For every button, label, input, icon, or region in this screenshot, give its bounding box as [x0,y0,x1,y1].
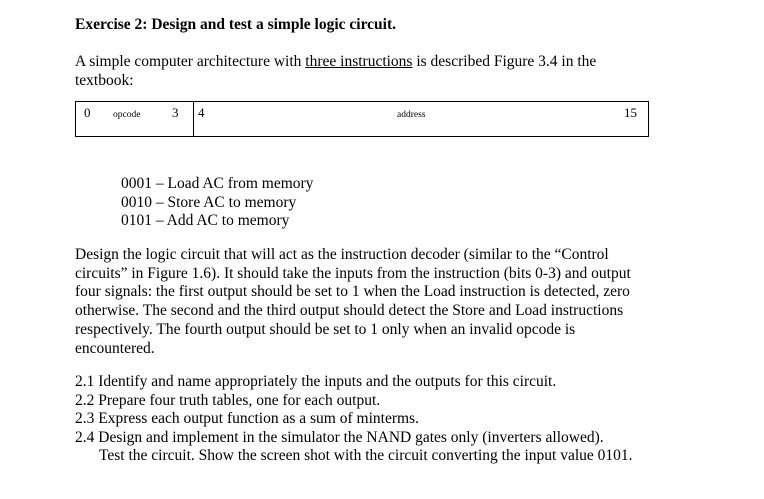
design-paragraph [75,246,665,358]
task-list [75,373,633,466]
format-divider [193,102,194,136]
intro-after: is described Figure 3.4 in the [412,53,597,70]
opcode-item: 0010 – Store AC to memory [121,193,297,211]
paragraph-line: respectively. The fourth output should be set to 1 only when an invalid opcode is [75,320,576,338]
bit-end-label: 15 [624,105,637,120]
intro-text [75,52,675,90]
opcode-item: 0101 – Add AC to memory [121,212,290,229]
intro-line2: textbook: [75,72,134,89]
paragraph-line: otherwise. The second and the third output should detect the Store and Load instructions [75,302,624,320]
address-start-label: 4 [198,105,205,120]
paragraph-line: circuits” in Figure 1.6). It should take the inputs from the instruction (bits 0-3) and output [75,264,631,282]
intro-before: A simple computer architecture with [75,53,306,70]
paragraph-line: encountered. [75,339,155,357]
task-item: 2.1 Identify and name appropriately the inputs and the outputs for this circuit. [75,373,557,390]
bit-start-label: 0 [84,105,91,120]
opcode-end-label: 3 [172,105,179,120]
paragraph-line: Design the logic circuit that will act as the instruction decoder (similar to the “Control [75,246,609,263]
exercise-title: Exercise 2: Design and test a simple logic circuit. [75,16,397,33]
task-item-continuation: Test the circuit. Show the screen shot with the circuit converting the input value 0101. [99,447,633,465]
instruction-format-box [75,101,649,137]
paragraph-line: four signals: the first output should be set to 1 when the Load instruction is detected, zero [75,283,630,301]
task-item: 2.2 Prepare four truth tables, one for each output. [75,391,381,409]
opcode-list [121,175,313,231]
opcode-label: opcode [113,110,141,120]
task-item: 2.3 Express each output function as a sum of minterms. [75,410,419,428]
intro-underlined: three instructions [305,53,413,70]
opcode-item: 0001 – Load AC from memory [121,175,314,192]
address-label: address [397,110,426,120]
task-item: 2.4 Design and implement in the simulator the NAND gates only (inverters allowed). [75,428,604,446]
